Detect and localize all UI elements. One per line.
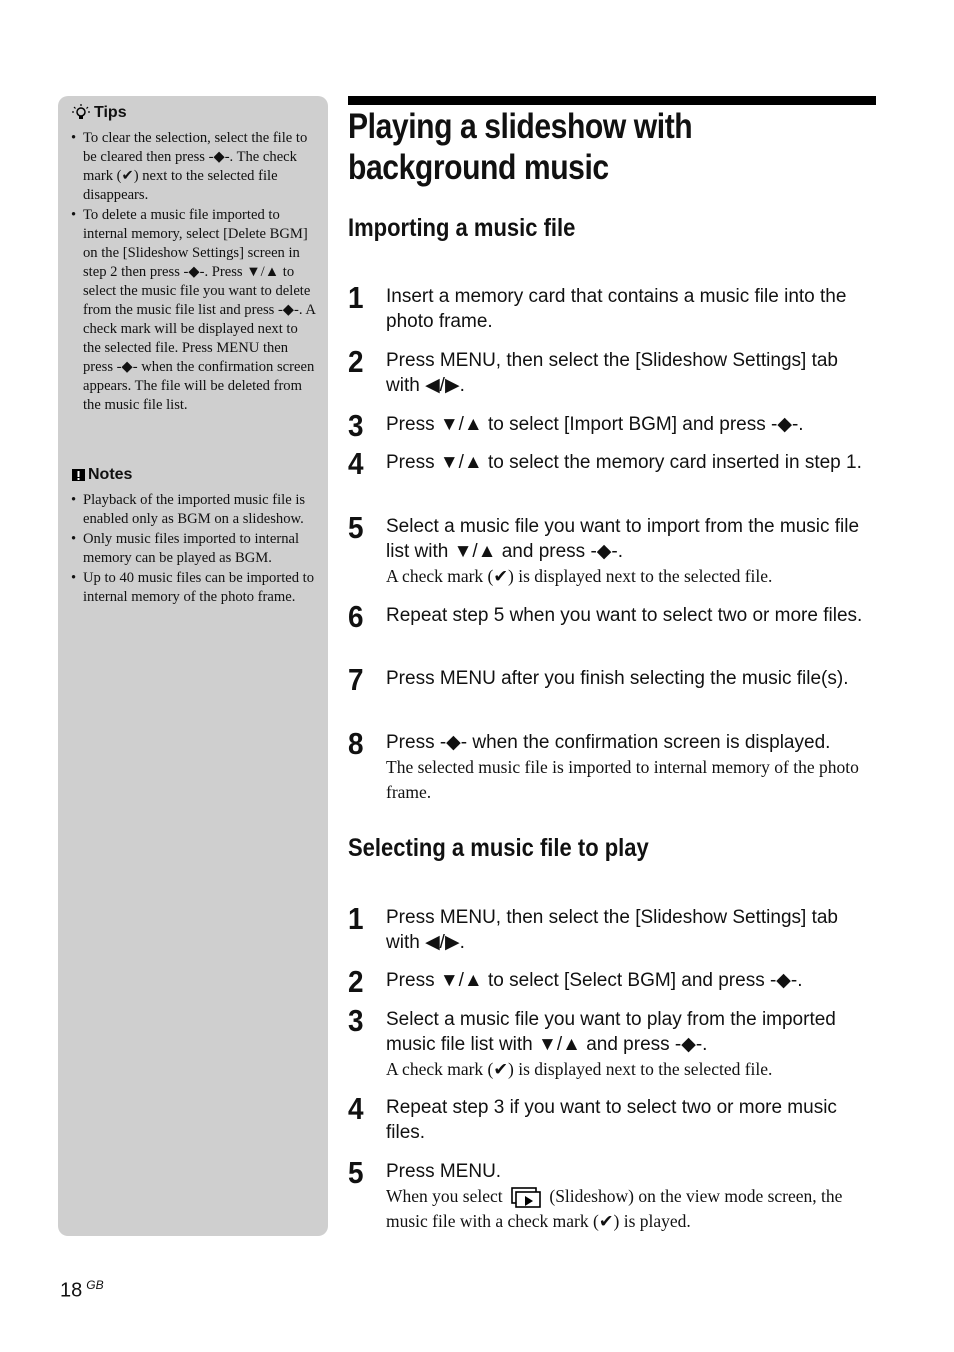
step-number: 5 — [348, 1155, 364, 1190]
step-number: 2 — [348, 344, 364, 379]
notes-heading: Notes — [72, 466, 132, 484]
tip-item: • To clear the selection, select the file to be cleared then press ‑◆‑. The check mark (✔) next to the selected file disappears. — [71, 130, 308, 203]
step-text: Press MENU after you finish selecting the music file(s). — [386, 668, 849, 689]
section-heading-select: Selecting a music file to play — [348, 834, 649, 862]
tips-heading: Tips — [72, 104, 127, 122]
step-note: The selected music file is imported to internal memory of the photo frame. — [386, 757, 859, 802]
import-step-6 — [348, 599, 876, 634]
step-text: Press ▼/▲ to select the memory card inserted in step 1. — [386, 452, 862, 473]
slideshow-icon — [511, 1187, 541, 1209]
step-note: When you select (Slideshow) on the view mode screen, the music file with a check mark (✔) is played. — [386, 1186, 843, 1231]
step-number: 5 — [348, 510, 364, 545]
step-note: A check mark (✔) is displayed next to the selected file. — [386, 1059, 773, 1079]
step-number: 3 — [348, 408, 364, 443]
select-step-5 — [348, 1155, 876, 1234]
step-text: Insert a memory card that contains a music file into the photo frame. — [386, 286, 847, 332]
step-number: 4 — [348, 1091, 364, 1126]
tip-item: • To delete a music file imported to internal memory, select [Delete BGM] on the [Slideshow Settings] screen in step 2 then press ‑◆‑. Press ▼/▲ to select the music file you want to delete from the music file list and press ‑◆‑. A check mark will be displayed next to the selected file. Press MENU then press ‑◆‑ when the confirmation screen appears. The file will be deleted from the music file list. — [71, 207, 316, 413]
notes-icon — [72, 468, 86, 482]
import-step-1 — [348, 280, 876, 334]
import-step-8 — [348, 726, 876, 805]
step-text: Repeat step 5 when you want to select two or more files. — [386, 605, 863, 626]
note-item: • Playback of the imported music file is enabled only as BGM on a slideshow. — [71, 492, 306, 527]
select-step-2 — [348, 964, 876, 999]
note-item: • Only music files imported to internal memory can be played as BGM. — [71, 531, 300, 566]
step-number: 3 — [348, 1003, 364, 1038]
step-number: 4 — [348, 446, 364, 481]
import-step-4 — [348, 446, 876, 481]
lightbulb-icon — [72, 104, 90, 122]
select-step-3 — [348, 1003, 876, 1082]
step-text: Press MENU. — [386, 1161, 502, 1182]
step-number: 8 — [348, 726, 364, 761]
page-number: 18 $^{GB}$ — [60, 1278, 104, 1302]
tips-list — [58, 129, 316, 416]
tips-sidebar — [58, 96, 328, 1236]
step-number: 1 — [348, 901, 364, 936]
import-step-3 — [348, 408, 876, 443]
import-step-7 — [348, 662, 876, 697]
step-text: Press MENU, then select the [Slideshow Settings] tab with ◀/▶. — [386, 350, 838, 396]
notes-list — [58, 491, 316, 608]
section-heading-import: Importing a music file — [348, 214, 576, 242]
step-number: 6 — [348, 599, 364, 634]
import-step-2 — [348, 344, 876, 398]
step-number: 1 — [348, 280, 364, 315]
step-note: A check mark (✔) is displayed next to the selected file. — [386, 566, 773, 586]
step-text: Select a music file you want to import from the music file list with ▼/▲ and press ‑◆‑. — [386, 516, 860, 562]
title-rule — [348, 96, 876, 105]
step-text: Press ▼/▲ to select [Select BGM] and press ‑◆‑. — [386, 970, 803, 991]
step-text: Press ▼/▲ to select [Import BGM] and press ‑◆‑. — [386, 414, 804, 435]
select-step-1 — [348, 901, 876, 955]
step-text: Select a music file you want to play from the imported music file list with ▼/▲ and press ‑◆‑. — [386, 1009, 836, 1055]
step-text: Repeat step 3 if you want to select two or more music files. — [386, 1097, 837, 1143]
step-text: Press ‑◆‑ when the confirmation screen is displayed. — [386, 732, 831, 753]
import-step-5 — [348, 510, 876, 589]
step-number: 2 — [348, 964, 364, 999]
step-number: 7 — [348, 662, 364, 697]
step-text: Press MENU, then select the [Slideshow Settings] tab with ◀/▶. — [386, 907, 838, 953]
note-item: • Up to 40 music files can be imported to internal memory of the photo frame. — [71, 570, 315, 605]
page-title: Playing a slideshow with background music — [348, 107, 693, 187]
select-step-4 — [348, 1091, 876, 1145]
